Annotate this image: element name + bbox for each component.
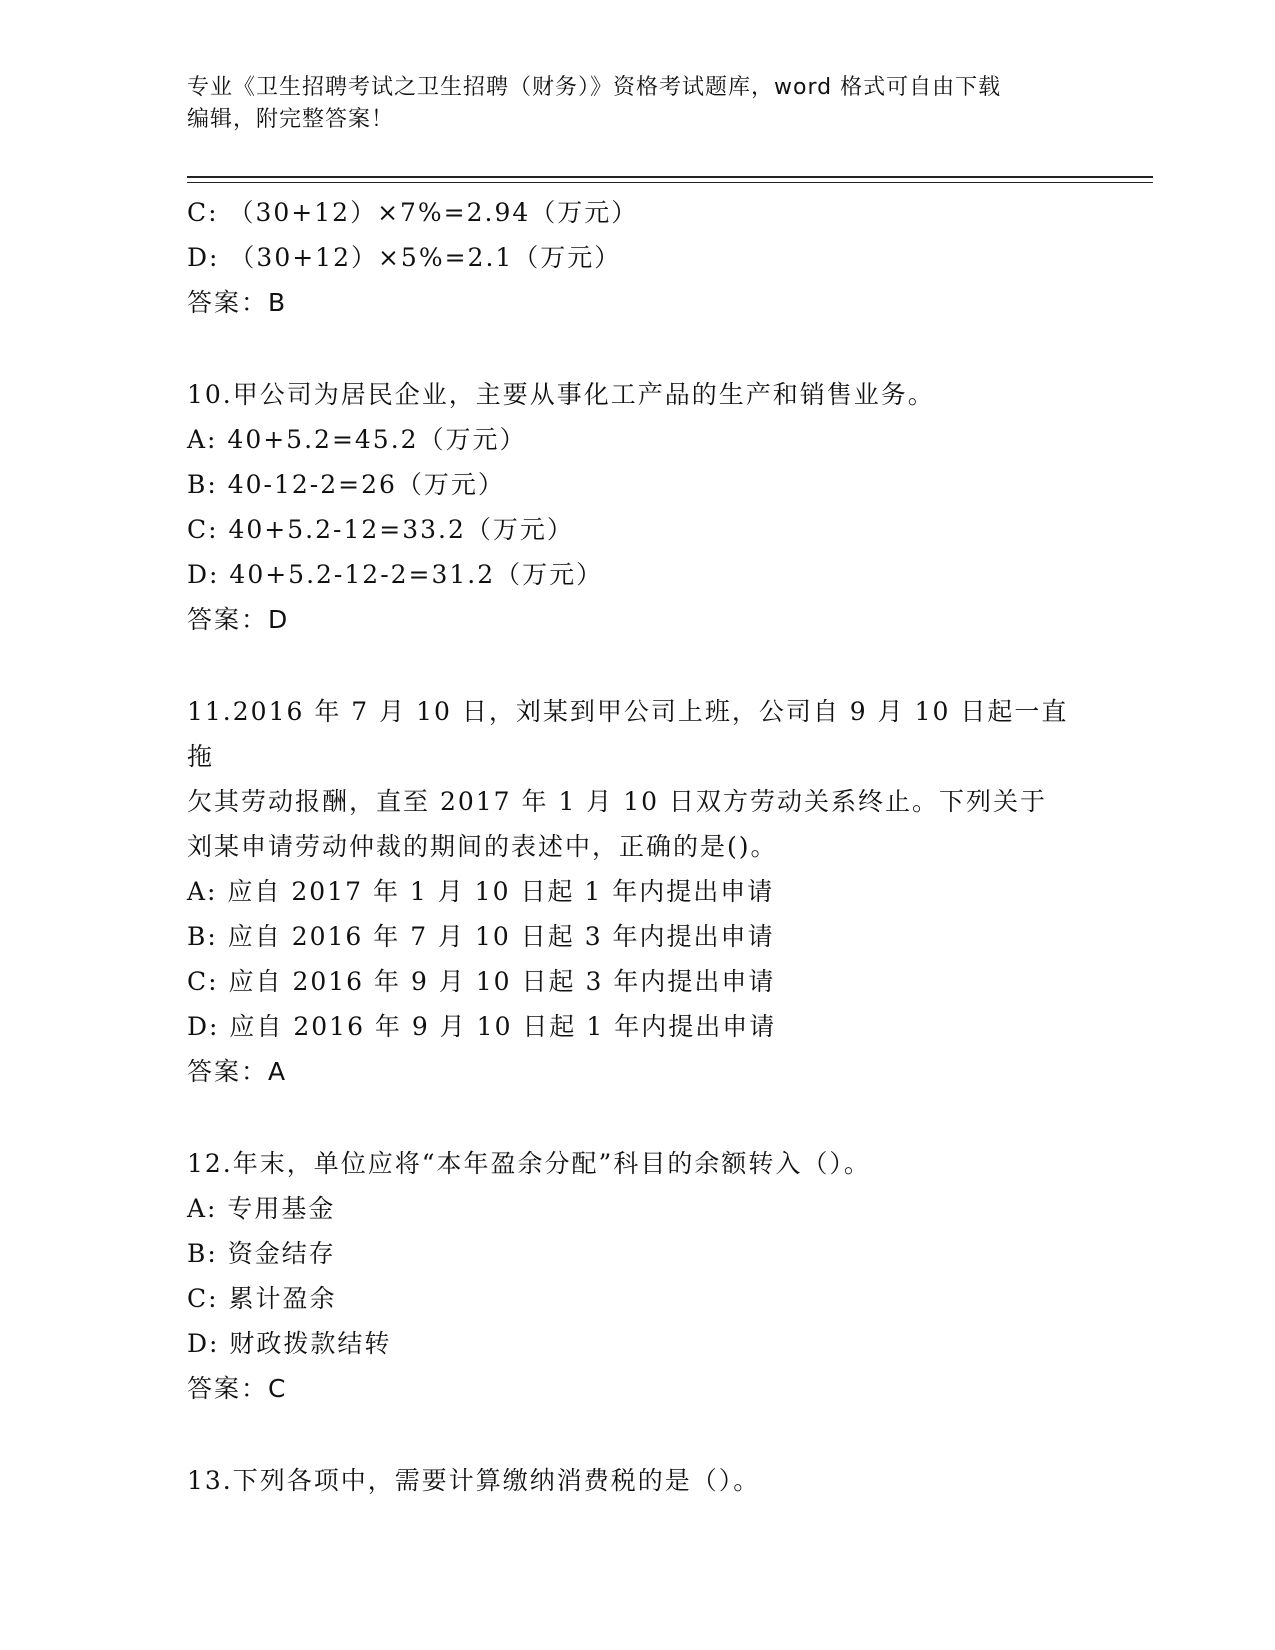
option-a: A: 专用基金 <box>187 1194 336 1223</box>
option-b: B: 资金结存 <box>187 1239 336 1268</box>
question-stem: 13.下列各项中，需要计算缴纳消费税的是（）。 <box>187 1466 761 1495</box>
option-c: C: 累计盈余 <box>187 1284 337 1313</box>
option-b: B: 应自 2016 年 7 月 10 日起 3 年内提出申请 <box>187 922 775 951</box>
question-12 <box>187 1141 1087 1412</box>
option-c: C: 应自 2016 年 9 月 10 日起 3 年内提出申请 <box>187 967 776 996</box>
option-a: A: 应自 2017 年 1 月 10 日起 1 年内提出申请 <box>187 877 775 906</box>
question-10 <box>187 372 1087 643</box>
header-divider-thin <box>187 182 1153 183</box>
question-11 <box>187 689 1087 1095</box>
question-stem: 10.甲公司为居民企业，主要从事化工产品的生产和销售业务。 <box>187 380 935 409</box>
answer-line: 答案：B <box>187 288 288 317</box>
question-13 <box>187 1458 1087 1503</box>
document-body <box>187 190 1087 1503</box>
option-d: D: 应自 2016 年 9 月 10 日起 1 年内提出申请 <box>187 1012 777 1041</box>
option-c: C: （30+12）×7%=2.94（万元） <box>187 198 639 227</box>
question-stem-line-2: 欠其劳动报酬，直至 2017 年 1 月 10 日双方劳动关系终止。下列关于 <box>187 787 1048 816</box>
option-a: A: 40+5.2=45.2（万元） <box>187 425 527 454</box>
document-header <box>187 72 1087 136</box>
question-stem: 12.年末，单位应将“本年盈余分配”科目的余额转入（）。 <box>187 1149 871 1178</box>
question-9-tail <box>187 190 1087 326</box>
option-d: D: 40+5.2-12-2=31.2（万元） <box>187 560 604 589</box>
option-d: D: （30+12）×5%=2.1（万元） <box>187 243 622 272</box>
answer-line: 答案：C <box>187 1374 288 1403</box>
question-stem-line-3: 刘某申请劳动仲裁的期间的表述中，正确的是()。 <box>187 832 778 861</box>
header-line-2: 编辑，附完整答案！ <box>187 107 395 132</box>
option-b: B: 40-12-2=26（万元） <box>187 470 505 499</box>
header-divider-thick <box>187 176 1153 178</box>
question-stem-line-1: 11.2016 年 7 月 10 日，刘某到甲公司上班，公司自 9 月 10 日起一直拖 <box>187 697 1069 771</box>
answer-line: 答案：D <box>187 605 290 634</box>
answer-line: 答案：A <box>187 1057 288 1086</box>
header-line-1: 专业《卫生招聘考试之卫生招聘（财务）》资格考试题库，word 格式可自由下载 <box>187 75 1002 100</box>
option-d: D: 财政拨款结转 <box>187 1329 392 1358</box>
option-c: C: 40+5.2-12=33.2（万元） <box>187 515 574 544</box>
